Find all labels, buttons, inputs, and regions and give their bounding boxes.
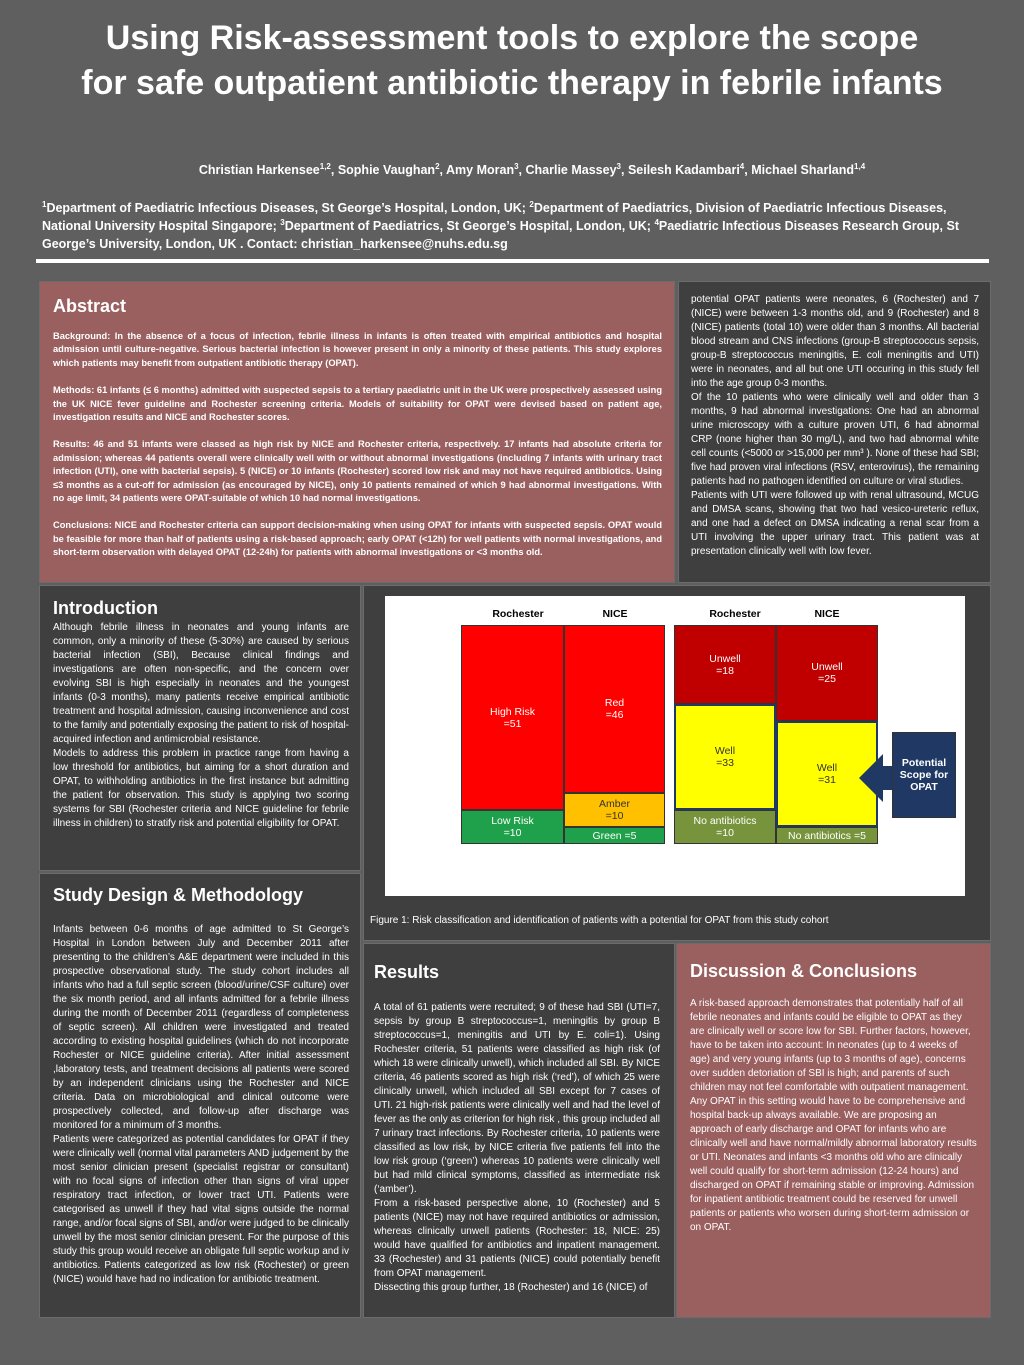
author-sup: 1,4 [854,161,866,171]
high-risk-box [461,625,564,810]
well-rochester-box [674,704,776,810]
results-p1: A total of 61 patients were recruited; 9 of these had SBI (UTI=7, sepsis by group B streptococcus=1, meningitis by group B streptococcus=1, meningitis and UTI by E. coli=1). Using Rochester criteria, 51 patients were classified as high risk (of which 18 were clinically unwell), which included all SBI. By NICE criteria, 46 patients scored as high risk (‘red’), of which 25 were clinically unwell, which included all SBI except for 7 cases of UTI. 21 high-risk patients were clinically well and had the level of fever as the only as criterion for high risk , this group included all 7 urinary tract infections. By Rochester criteria, 10 patients were classified as low risk, by NICE criteria five patients fell into the low risk group (‘green’) whereas 10 patients were clinically well but had mild clinical symptoms, classified as intermediate risk (‘amber’). [374,1002,660,1195]
amber-label: Amber =10 [599,798,630,822]
poster-title [20,16,1004,106]
discussion-p1: A risk-based approach demonstrates that potentially half of all febrile neonates and infants could be eligible to OPAT as they are clinically well or score low for SBI. Further factors, however, have to be taken into account: In neonates (up to 4 weeks of age) and very young infants (up to 3 months of age), concerns over sudden detoriation of SBI is high; and parents of such children may not feel comfortable with outpatient management. Any OPAT in this setting would have to be comprehensive and hospital back-up always available. We are proposing an approach of early discharge and OPAT for infants who are clinically well and have normal/mildly abnormal laboratory results or UTI. Neonates and infants <3 months old who are clinically well could qualify for short-term admission (12-24 hours) and discharged on OPAT if remaining stable or improving. Admission for inpatient antibiotic treatment could be reserved for unwell patients or patients who worsen during short-term admission or on OPAT. [690,998,977,1233]
author: Amy Moran [446,163,515,177]
figure-header-nice-1: NICE [602,608,628,620]
no-antibiotics-nice-box [776,827,878,844]
risk-classification-figure [385,596,965,896]
well-rochester-label: Well =33 [714,745,736,769]
unwell-nice-label: Unwell =25 [811,661,843,685]
author-sup: 3 [616,161,621,171]
introduction-heading: Introduction [53,598,158,618]
unwell-rochester-box [674,625,776,704]
discussion-panel [676,943,991,1318]
green-label: Green =5 [592,829,637,842]
abstract-heading: Abstract [53,296,127,316]
red-box [564,625,665,793]
figure-header-rochester-1: Rochester [492,608,544,620]
author: Charlie Massey [525,163,617,177]
affiliation-3: Department of Paediatrics, St George’s Hospital, London, UK; [284,219,655,233]
affiliation-4: Paediatric Infectious Diseases Research Group, St George’s University, London, UK . Contact: christian_harkensee@nuhs.edu.sg [42,219,960,251]
introduction-p1: Although febrile illness in neonates and young infants are common, only a minority of these (5-30%) are caused by serious bacterial infection (SBI), Because clinical findings and investigations are often non-specific, and the concern over evolving SBI is high especially in neonates and the youngest infants (0-3 months), many patients receive empirical antibiotic treatment and hospital admission, causing inconvenience and cost to the family and potentially exposing the patient to risk of hospital-acquired infection and antimicrobial resistance. [53,622,349,745]
potential-opat-box [892,732,956,818]
figure-header-nice-2: NICE [814,608,840,620]
header-divider [36,259,989,263]
author: Christian Harkensee [198,163,320,177]
abstract-conclusions: Conclusions: NICE and Rochester criteria can support decision-making when using OPAT for infants with suspected sepsis. OPAT would be feasible for more than half of patients using a risk-based approach; early OPAT (<12h) for well patients with normal investigations, and short-term observation with delayed OPAT (12-24h) for patients with abnormal investigations or <3 months old. [53,520,662,558]
low-risk-label: Low Risk =10 [491,815,534,839]
study-design-heading: Study Design & Methodology [53,885,303,905]
introduction-p2: Models to address this problem in practice range from having a low threshold for antibiotics, but aiming for a short duration and OPAT, to withholding antibiotics in the first instance but admitting the patient for observation. This study is applying two scoring systems for SBI (Rochester criteria and NICE guideline for febrile illness in children) to stratify risk and potential eligibility for OPAT. [53,748,349,829]
author-sup: 4 [739,161,745,171]
study-design-panel [39,873,361,1318]
abstract-methods: Methods: 61 infants (≤ 6 months) admitted with suspected sepsis to a tertiary paediatric unit in the UK were prospectively assessed using the UK NICE fever guideline and Rochester screening criteria. Models of suitability for OPAT were devised based on patient age, investigation results and NICE and Rochester scores. [53,385,662,423]
abstract-results: Results: 46 and 51 infants were classed as high risk by NICE and Rochester criteria, respectively. 17 infants had absolute criteria for admission; whereas 44 patients overall were clinically well with or without abnormal investigations (including 7 infants with urinary tract infection (UTI), one with bacterial sepsis). 5 (NICE) or 10 infants (Rochester) scored low risk and may not have required antibiotics. Using ≤3 months as a cut-off for admission (as encouraged by NICE), only 10 patients remained of which 9 had abnormal investigations. With no age limit, 34 patients were OPAT-suitable of which 10 had normal investigations. [53,439,662,504]
low-risk-box [461,810,564,844]
no-antibiotics-rochester-label: No antibiotics =10 [693,815,757,839]
introduction-panel [39,585,361,871]
affiliation-2: Department of Paediatrics, Division of Paediatric Infectious Diseases, National University Hospital Singapore; [42,201,947,233]
author-sup: 2 [435,161,440,171]
amber-box [564,793,665,827]
affil-sup: 3 [280,217,285,227]
results-p3: Dissecting this group further, 18 (Rochester) and 16 (NICE) of [374,1282,648,1293]
abstract-background: Background: In the absence of a focus of infection, febrile illness in infants is often treated with empirical antibiotics and hospital admission until culture-negative. Serious bacterial infection is however present in only a minority of these patients. This study explores which patients may benefit from outpatient antibiotic therapy (OPAT). [53,331,662,368]
results-continued-p3: Patients with UTI were followed up with renal ultrasound, MCUG and DMSA scans, showing that two had vesico-ureteric reflux, and one had a defect on DMSA indicating a renal scar from a UTI involving the upper urinary tract. This patient was at presentation clinically well with low fever. [691,490,979,557]
author-sup: 1,2 [319,161,331,171]
no-antibiotics-rochester-box [674,810,776,844]
potential-opat-label: Potential Scope for OPAT [899,757,949,793]
figure-header-rochester-2: Rochester [709,608,761,620]
affil-sup: 1 [42,199,47,209]
high-risk-label: High Risk =51 [490,705,535,730]
author-sup: 3 [514,161,519,171]
study-design-p1: Infants between 0-6 months of age admitted to St George’s Hospital in London between July and December 2011 after presenting to the children’s A&E department were included in this prospective observational study. The study cohort includes all infants who had a full septic screen (blood/urine/CSF culture) over the six month period, and all infants admitted for a febrile illness during the month of December 2011 (regardless of completeness of septic screen). All children were investigated and treated according to existing hospital guidelines (which do not incorporate Rochester or NICE guideline criteria). After initial assessment ,laboratory tests, and treatment decisions all patients were scored by an independent clinicians using the Rochester and NICE criteria. Data on microbiological and clinical outcome were prospectively collected, and follow-up after discharge was monitored for a minimum of 3 months. [53,924,349,1131]
discussion-heading: Discussion & Conclusions [690,961,918,981]
affil-sup: 4 [654,217,659,227]
affil-sup: 2 [529,199,534,209]
red-label: Red =46 [604,697,625,721]
results-continued-p1: potential OPAT patients were neonates, 6 (Rochester) and 7 (NICE) were between 1-3 months old, and 9 (Rochester) and 8 (NICE) patients (total 10) were older than 3 months. All bacterial blood stream and CNS infections (group-B streptococcus sepsis, group-B streptococcus meningitis, E. coli meningitis and UTI) were in neonates, and all but one UTI occuring in this study fell into the age group 0-3 months. [691,294,979,389]
affiliations [42,199,992,253]
title-line-2: for safe outpatient antibiotic therapy in febrile infants [81,64,943,102]
results-panel [363,943,675,1318]
author: Sophie Vaughan [337,163,436,177]
unwell-nice-box [776,625,878,721]
results-continued-panel [678,281,991,583]
unwell-rochester-label: Unwell =18 [709,652,741,677]
author: Michael Sharland [751,163,855,177]
figure-caption: Figure 1: Risk classification and identification of patients with a potential for OPAT from this study cohort [370,915,829,926]
well-nice-label: Well =31 [816,762,838,786]
author-list: Christian Harkensee$^{1,2}$, Sophie Vaughan$^2$, Amy Moran$^3$, Charlie Massey$^3$, Seilesh Kadambari$^4$, Michael Sharland$^{1,4}$ [198,161,866,177]
no-antibiotics-nice-label: No antibiotics =5 [788,829,866,842]
study-design-p2: Patients were categorized as potential candidates for OPAT if they were clinically well (normal vital parameters AND judgement by the most senior clinician present (specialist registrar or consultant) with no focal signs of infection other than signs of viral upper respiratory tract infection, or lower tract UTI. Patients were categorised as unwell if they had vital signs outside the normal range, and/or focal signs of SBI, and/or were judged to be clinically unwell by the most senior clinician present. For the purpose of this study this group would receive an obligate full septic workup and iv antibiotics. Patients categorized as low risk (Rochester) or green (NICE) would have had no indication for antibiotic treatment. [53,1134,349,1285]
affiliation-1: Department of Paediatric Infectious Diseases, St George’s Hospital, London, UK; [46,201,530,215]
results-heading: Results [374,962,440,982]
green-box [564,827,665,844]
author: Seilesh Kadambari [627,163,740,177]
abstract-panel [39,281,675,583]
results-continued-p2: Of the 10 patients who were clinically well and older than 3 months, 9 had abnormal investigations: One had an abnormal urine microscopy with a culture proven UTI, 6 had abnormal CRP (none higher than 30 mg/L), and two had abnormal white cell counts (<5000 or >15,000 per mm³ ). None of these had SBI; five had proven viral infections (RSV, enterovirus), the remaining patients had no pathogen identified on culture or viral studies. [691,392,979,487]
title-line-1: Using Risk-assessment tools to explore the scope [105,19,919,57]
results-p2: From a risk-based perspective alone, 10 (Rochester) and 5 patients (NICE) may not have required antibiotics or admission, whereas clinically unwell patients (Rochester: 18, NICE: 25) would have qualified for antibiotics and inpatient management. 33 (Rochester) and 31 patients (NICE) could potentially benefit from OPAT management. [374,1198,660,1279]
